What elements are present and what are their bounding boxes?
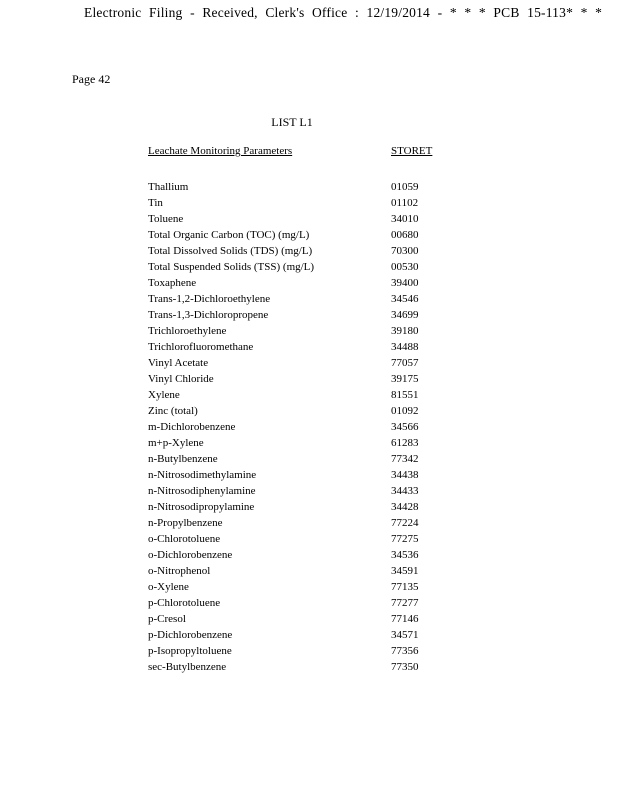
table-row xyxy=(148,499,448,515)
storet-code: 01059 xyxy=(391,181,419,193)
parameter-table xyxy=(148,143,448,675)
table-row xyxy=(148,323,448,339)
storet-code: 00680 xyxy=(391,229,419,241)
parameter-name: sec-Butylbenzene xyxy=(148,661,227,673)
parameter-name: Trichloroethylene xyxy=(148,325,227,337)
table-row xyxy=(148,515,448,531)
parameter-name: Trichlorofluoromethane xyxy=(148,341,254,353)
table-header-row xyxy=(148,143,448,159)
parameter-name: Tin xyxy=(148,197,163,209)
parameter-name: m-Dichlorobenzene xyxy=(148,421,236,433)
table-row xyxy=(148,371,448,387)
table-row xyxy=(148,211,448,227)
table-row xyxy=(148,259,448,275)
parameter-name: p-Isopropyltoluene xyxy=(148,645,232,657)
storet-code: 39180 xyxy=(391,325,419,337)
parameter-name: Vinyl Chloride xyxy=(148,373,214,385)
table-row xyxy=(148,595,448,611)
parameter-name: o-Xylene xyxy=(148,581,189,593)
table-row xyxy=(148,451,448,467)
storet-code: 77350 xyxy=(391,661,419,673)
table-row xyxy=(148,563,448,579)
table-row xyxy=(148,531,448,547)
parameter-name: n-Nitrosodiphenylamine xyxy=(148,485,256,497)
storet-code: 00530 xyxy=(391,261,419,273)
parameter-name: n-Nitrosodimethylamine xyxy=(148,469,257,481)
table-row xyxy=(148,195,448,211)
parameter-name: Total Dissolved Solids (TDS) (mg/L) xyxy=(148,245,313,257)
parameter-name: Xylene xyxy=(148,389,180,401)
table-row xyxy=(148,291,448,307)
parameter-name: p-Chlorotoluene xyxy=(148,597,221,609)
table-row xyxy=(148,659,448,675)
storet-code: 70300 xyxy=(391,245,419,257)
storet-code: 34571 xyxy=(391,629,419,641)
parameter-name: Total Organic Carbon (TOC) (mg/L) xyxy=(148,229,310,241)
storet-code: 39175 xyxy=(391,373,419,385)
storet-code: 77342 xyxy=(391,453,419,465)
table-row xyxy=(148,547,448,563)
storet-code: 77224 xyxy=(391,517,419,529)
parameter-name: Toxaphene xyxy=(148,277,197,289)
storet-code: 77135 xyxy=(391,581,419,593)
table-row xyxy=(148,275,448,291)
table-row xyxy=(148,643,448,659)
parameter-name: Toluene xyxy=(148,213,184,225)
table-row xyxy=(148,483,448,499)
storet-code: 34566 xyxy=(391,421,419,433)
table-row xyxy=(148,467,448,483)
storet-code: 77146 xyxy=(391,613,419,625)
parameter-name: o-Dichlorobenzene xyxy=(148,549,233,561)
table-row xyxy=(148,355,448,371)
storet-code: 34433 xyxy=(391,485,419,497)
storet-code: 39400 xyxy=(391,277,419,289)
storet-code: 81551 xyxy=(391,389,419,401)
parameter-name: Total Suspended Solids (TSS) (mg/L) xyxy=(148,261,315,273)
parameter-name: Trans-1,2-Dichloroethylene xyxy=(148,293,271,305)
column-header-parameter: Leachate Monitoring Parameters xyxy=(148,145,293,157)
table-row xyxy=(148,579,448,595)
parameter-name: Vinyl Acetate xyxy=(148,357,209,369)
parameter-name: n-Nitrosodipropylamine xyxy=(148,501,255,513)
storet-code: 34591 xyxy=(391,565,419,577)
list-title: LIST L1 xyxy=(271,115,313,129)
storet-code: 77277 xyxy=(391,597,419,609)
table-row xyxy=(148,243,448,259)
storet-code: 01092 xyxy=(391,405,419,417)
table-row xyxy=(148,179,448,195)
table-row xyxy=(148,419,448,435)
table-row xyxy=(148,307,448,323)
storet-code: 34546 xyxy=(391,293,419,305)
parameter-name: m+p-Xylene xyxy=(148,437,204,449)
parameter-name: Trans-1,3-Dichloropropene xyxy=(148,309,269,321)
parameter-name: n-Butylbenzene xyxy=(148,453,218,465)
table-body xyxy=(148,179,448,675)
storet-code: 34438 xyxy=(391,469,419,481)
storet-code: 77275 xyxy=(391,533,419,545)
storet-code: 61283 xyxy=(391,437,419,449)
table-row xyxy=(148,627,448,643)
parameter-name: o-Nitrophenol xyxy=(148,565,211,577)
storet-code: 34010 xyxy=(391,213,419,225)
table-row xyxy=(148,435,448,451)
storet-code: 34488 xyxy=(391,341,419,353)
filing-header: Electronic Filing - Received, Clerk's Office : 12/19/2014 - * * * PCB 15-113* * * xyxy=(84,5,603,20)
table-row xyxy=(148,227,448,243)
storet-code: 34428 xyxy=(391,501,419,513)
column-header-storet: STORET xyxy=(391,145,433,157)
parameter-name: n-Propylbenzene xyxy=(148,517,223,529)
table-row xyxy=(148,403,448,419)
storet-code: 34536 xyxy=(391,549,419,561)
storet-code: 01102 xyxy=(391,197,419,209)
table-row xyxy=(148,387,448,403)
page-number: Page 42 xyxy=(72,72,111,86)
storet-code: 77057 xyxy=(391,357,419,369)
parameter-name: p-Cresol xyxy=(148,613,186,625)
table-row xyxy=(148,611,448,627)
parameter-name: o-Chlorotoluene xyxy=(148,533,221,545)
parameter-name: Zinc (total) xyxy=(148,405,198,417)
parameter-name: Thallium xyxy=(148,181,189,193)
parameter-name: p-Dichlorobenzene xyxy=(148,629,233,641)
table-row xyxy=(148,339,448,355)
storet-code: 77356 xyxy=(391,645,419,657)
storet-code: 34699 xyxy=(391,309,419,321)
